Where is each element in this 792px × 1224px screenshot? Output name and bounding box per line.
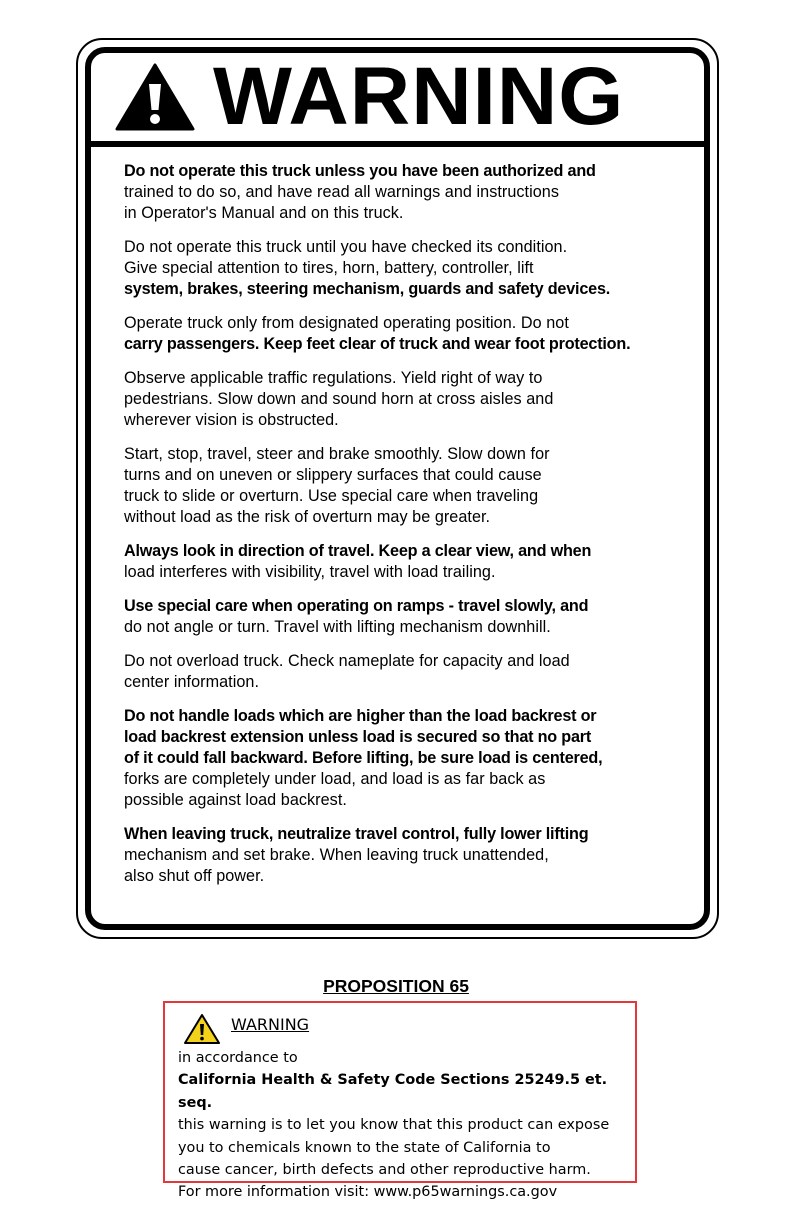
warning-line: turns and on uneven or slippery surfaces that could cause	[124, 466, 542, 484]
warning-line: without load as the risk of overturn may be greater.	[124, 508, 491, 526]
warning-line: Give special attention to tires, horn, battery, controller, lift	[124, 259, 534, 277]
warning-line: Use special care when operating on ramps - travel slowly, and	[124, 597, 589, 615]
prop65-line-link: For more information visit: www.p65warnings.ca.gov	[178, 1184, 558, 1201]
prop65-line-code: California Health & Safety Code Sections 25249.5 et. seq.	[178, 1072, 608, 1111]
warning-line: load interferes with visibility, travel with load trailing.	[124, 563, 496, 581]
warning-paragraph	[124, 444, 704, 528]
prop65-line: you to chemicals known to the state of California to	[178, 1139, 551, 1156]
warning-triangle-icon	[115, 62, 195, 132]
warning-line: trained to do so, and have read all warnings and instructions	[124, 183, 559, 201]
warning-header	[91, 53, 704, 147]
warning-paragraph	[124, 651, 704, 693]
warning-paragraph	[124, 313, 704, 355]
warning-paragraph	[124, 161, 704, 224]
warning-paragraph	[124, 237, 704, 300]
prop65-line: cause cancer, birth defects and other reproductive harm.	[178, 1162, 591, 1179]
warning-line: center information.	[124, 673, 260, 691]
warning-line: load backrest extension unless load is secured so that no part	[124, 728, 592, 746]
warning-line: carry passengers. Keep feet clear of truck and wear foot protection.	[124, 335, 631, 353]
warning-line: in Operator's Manual and on this truck.	[124, 204, 404, 222]
warning-line: do not angle or turn. Travel with lifting mechanism downhill.	[124, 618, 551, 636]
warning-line: wherever vision is obstructed.	[124, 411, 339, 429]
warning-line: Do not operate this truck unless you have been authorized and	[124, 162, 596, 180]
prop65-title: WARNING	[231, 1014, 310, 1034]
warning-line: possible against load backrest.	[124, 791, 347, 809]
warning-sign	[76, 38, 719, 939]
warning-paragraph	[124, 824, 704, 887]
warning-body	[91, 147, 704, 887]
prop65-line: in accordance to	[178, 1050, 298, 1066]
warning-paragraph	[124, 596, 704, 638]
warning-paragraph	[124, 368, 704, 431]
warning-line: forks are completely under load, and load is as far back as	[124, 770, 546, 788]
warning-line: truck to slide or overturn. Use special care when traveling	[124, 487, 539, 505]
prop65-text	[178, 1047, 635, 1204]
warning-line: Do not handle loads which are higher than the load backrest or	[124, 707, 597, 725]
warning-line: Operate truck only from designated operating position. Do not	[124, 314, 569, 332]
warning-line: also shut off power.	[124, 867, 265, 885]
warning-sign-inner-border	[85, 47, 710, 930]
warning-line: Observe applicable traffic regulations. Yield right of way to	[124, 369, 543, 387]
prop65-header	[183, 1013, 309, 1045]
prop65-warning-box	[163, 1001, 637, 1201]
proposition-65-heading: PROPOSITION 65	[323, 976, 469, 996]
warning-line: When leaving truck, neutralize travel control, fully lower lifting	[124, 825, 589, 843]
warning-line: Do not overload truck. Check nameplate for capacity and load	[124, 652, 570, 670]
warning-triangle-icon	[183, 1013, 221, 1045]
warning-line: system, brakes, steering mechanism, guards and safety devices.	[124, 280, 611, 298]
warning-line: pedestrians. Slow down and sound horn at cross aisles and	[124, 390, 554, 408]
warning-line: Start, stop, travel, steer and brake smoothly. Slow down for	[124, 445, 550, 463]
warning-line: Do not operate this truck until you have checked its condition.	[124, 238, 568, 256]
warning-title: WARNING	[213, 51, 625, 142]
warning-line: of it could fall backward. Before lifting, be sure load is centered,	[124, 749, 603, 767]
warning-paragraph	[124, 706, 704, 811]
prop65-line: this warning is to let you know that this product can expose	[178, 1117, 610, 1134]
warning-paragraph	[124, 541, 704, 583]
warning-line: Always look in direction of travel. Keep a clear view, and when	[124, 542, 592, 560]
warning-line: mechanism and set brake. When leaving truck unattended,	[124, 846, 549, 864]
